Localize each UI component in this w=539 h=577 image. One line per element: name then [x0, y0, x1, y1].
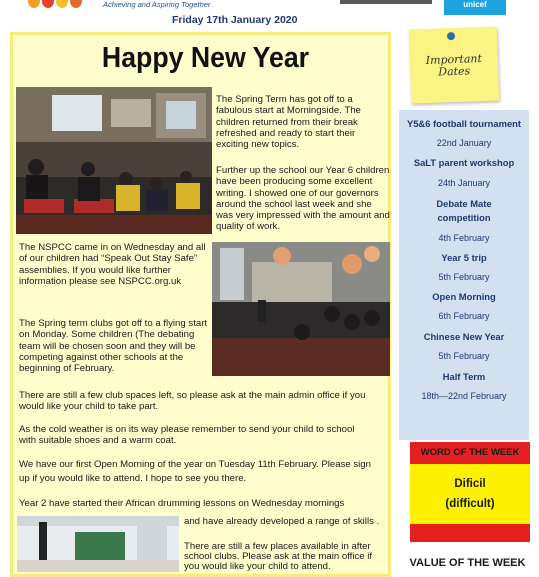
article-paragraph-8a: Year 2 have started their African drumming lessons on Wednesday mornings — [19, 498, 345, 509]
word-of-the-week-box — [410, 442, 530, 550]
event-date: 22nd January — [436, 138, 492, 148]
article-paragraph-7: We have our first Open Morning of the year on Tuesday 11th February. Please sign up if you would like to attend. I hope to see you there. — [19, 459, 371, 484]
word-translation: (difficult) — [445, 498, 495, 510]
newsletter-date: Friday 17th January 2020 — [172, 14, 298, 26]
pushpin-icon — [447, 32, 455, 40]
header-divider — [340, 0, 432, 4]
event-title: SaLT parent workshop — [413, 157, 515, 168]
important-dates-note — [409, 26, 500, 103]
drumming-photo — [17, 516, 179, 572]
event-date: 6th February — [438, 311, 490, 321]
event-title: Debate Mate competition — [436, 198, 492, 223]
event-date: 4th February — [438, 233, 490, 243]
article-paragraph-5: There are still a few club spaces left, so please ask at the main admin office if you would like your child to take part. — [19, 390, 366, 413]
event-date: 5th February — [438, 272, 490, 282]
important-dates-title: Important Dates — [425, 52, 483, 79]
article-paragraph-3: The NSPCC came in on Wednesday and all of our children had “Speak Out Stay Safe” assemblies. If you would like further information please see NSPCC.org.uk — [19, 242, 206, 287]
article-paragraph-2: Further up the school our Year 6 children have been producing some excellent writing. I showed one of our governors around the school last week and she was very impressed with the amount and quality of work. — [216, 165, 390, 233]
assembly-photo — [212, 242, 390, 376]
article-paragraph-4: The Spring term clubs got off to a flying start on Monday. Some children (The debating team will be chosen soon and they will be competing against other schools at the beginning of February. — [19, 318, 208, 375]
article-paragraph-8b: and have already developed a range of skills . — [184, 516, 380, 527]
article-paragraph-6: As the cold weather is on its way please remember to send your child to school with suitable shoes and a warm coat. — [19, 424, 355, 447]
classroom-photo — [16, 87, 212, 234]
event-date: 18th—22nd February — [421, 391, 507, 401]
event-title: Year 5 trip — [441, 252, 487, 263]
word-of-the-week: Dificil — [454, 478, 486, 490]
value-of-the-week-label: VALUE OF THE WEEK — [409, 557, 526, 569]
event-title: Chinese New Year — [423, 331, 505, 342]
event-date: 24th January — [437, 178, 491, 188]
dates-sidebar — [399, 110, 529, 440]
school-logo — [28, 0, 86, 10]
event-title: Y5&6 football tournament — [406, 118, 522, 129]
article-paragraph-9: There are still a few places available in after school clubs. Please ask at the main office if you would like your child to attend. — [184, 541, 373, 572]
school-tagline: Achieving and Aspiring Together — [103, 0, 211, 9]
page-title: Happy New Year — [101, 42, 310, 74]
event-title: Open Morning — [432, 291, 496, 302]
event-title: Half Term — [442, 371, 486, 382]
event-date: 5th February — [438, 351, 490, 361]
unicef-logo: unicef — [444, 0, 506, 15]
word-of-the-week-label: WORD OF THE WEEK — [420, 447, 520, 458]
article-paragraph-1: The Spring Term has got off to a fabulous start at Morningside. The children returned from their break refreshed and ready to start their exciting new topics. — [216, 94, 361, 151]
